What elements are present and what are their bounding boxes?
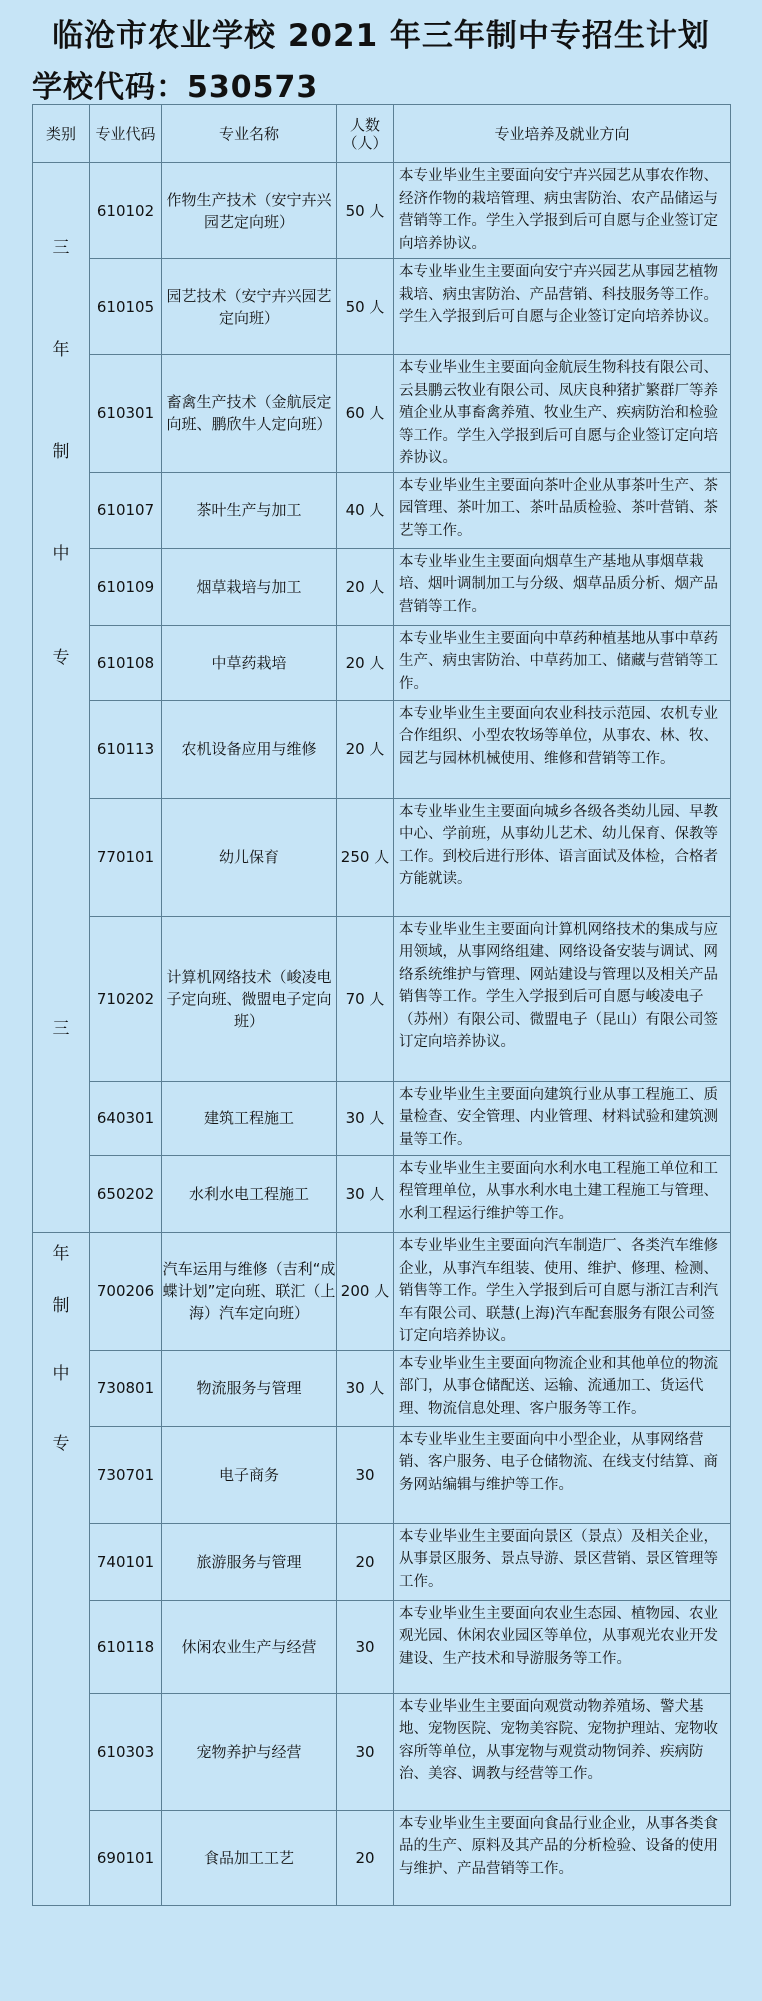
category-char: 中 bbox=[52, 544, 70, 564]
school-code: 学校代码：530573 bbox=[32, 70, 319, 105]
table-row bbox=[33, 472, 731, 548]
table-row bbox=[33, 163, 731, 259]
table-row bbox=[33, 355, 731, 473]
major-description: 本专业毕业生主要面向烟草生产基地从事烟草栽培、烟叶调制加工与分级、烟草品质分析、烟产品营销等工作。 bbox=[394, 548, 731, 625]
major-name: 烟草栽培与加工 bbox=[162, 548, 337, 625]
enrollment-count: 200 人 bbox=[337, 1233, 394, 1351]
header-category: 类别 bbox=[33, 105, 90, 163]
major-name: 园艺技术（安宁卉兴园艺定向班） bbox=[162, 259, 337, 355]
table-row bbox=[33, 1693, 731, 1810]
enrollment-count: 30 bbox=[337, 1693, 394, 1810]
enrollment-count: 70 人 bbox=[337, 916, 394, 1081]
category-char: 三 bbox=[52, 238, 70, 258]
major-code: 700206 bbox=[90, 1233, 162, 1351]
category-char: 专 bbox=[52, 648, 70, 668]
major-description: 本专业毕业生主要面向汽车制造厂、各类汽车维修企业，从事汽车组装、使用、维护、修理、检测、销售等工作。学生入学报到后可自愿与浙江吉利汽车有限公司、联慧(上海)汽车配套服务有限公司签订定向培养协议。 bbox=[394, 1233, 731, 1351]
major-description: 本专业毕业生主要面向物流企业和其他单位的物流部门，从事仓储配送、运输、流通加工、货运代理、物流信息处理、客户服务等工作。 bbox=[394, 1350, 731, 1426]
major-code: 610109 bbox=[90, 548, 162, 625]
major-code: 710202 bbox=[90, 916, 162, 1081]
major-name: 畜禽生产技术（金航辰定向班、鹏欣牛人定向班） bbox=[162, 355, 337, 473]
major-code: 610303 bbox=[90, 1693, 162, 1810]
major-description: 本专业毕业生主要面向水利水电工程施工单位和工程管理单位，从事水利水电土建工程施工与管理、水利工程运行维护等工作。 bbox=[394, 1155, 731, 1232]
enrollment-count: 30 人 bbox=[337, 1155, 394, 1232]
category-char: 年 bbox=[52, 340, 70, 360]
major-name: 农机设备应用与维修 bbox=[162, 700, 337, 798]
major-name: 休闲农业生产与经营 bbox=[162, 1600, 337, 1693]
table-row bbox=[33, 1350, 731, 1426]
major-name: 建筑工程施工 bbox=[162, 1081, 337, 1155]
major-code: 610301 bbox=[90, 355, 162, 473]
enrollment-count: 60 人 bbox=[337, 355, 394, 473]
major-code: 730701 bbox=[90, 1426, 162, 1523]
major-name: 汽车运用与维修（吉利“成蝶计划”定向班、联汇（上海）汽车定向班） bbox=[162, 1233, 337, 1351]
enrollment-count: 20 bbox=[337, 1523, 394, 1600]
major-description: 本专业毕业生主要面向景区（景点）及相关企业，从事景区服务、景点导游、景区营销、景区管理等工作。 bbox=[394, 1523, 731, 1600]
major-description: 本专业毕业生主要面向食品行业企业，从事各类食品的生产、原料及其产品的分析检验、设备的使用与维护、产品营销等工作。 bbox=[394, 1810, 731, 1905]
table-row bbox=[33, 1810, 731, 1905]
enrollment-count: 30 bbox=[337, 1600, 394, 1693]
major-description: 本专业毕业生主要面向茶叶企业从事茶叶生产、茶园管理、茶叶加工、茶叶品质检验、茶叶营销、茶艺等工作。 bbox=[394, 472, 731, 548]
enrollment-table bbox=[32, 104, 731, 1906]
enrollment-count: 30 人 bbox=[337, 1350, 394, 1426]
major-name: 茶叶生产与加工 bbox=[162, 472, 337, 548]
major-code: 610118 bbox=[90, 1600, 162, 1693]
major-code: 610105 bbox=[90, 259, 162, 355]
table-row bbox=[33, 1426, 731, 1523]
table-row bbox=[33, 1233, 731, 1351]
page-title: 临沧市农业学校 2021 年三年制中专招生计划 bbox=[52, 18, 710, 54]
major-description: 本专业毕业生主要面向安宁卉兴园艺从事园艺植物栽培、病虫害防治、产品营销、科技服务等工作。学生入学报到后可自愿与企业签订定向培养协议。 bbox=[394, 259, 731, 355]
category-cell-1 bbox=[33, 163, 90, 1233]
major-description: 本专业毕业生主要面向中小型企业，从事网络营销、客户服务、电子仓储物流、在线支付结算、商务网站编辑与维护等工作。 bbox=[394, 1426, 731, 1523]
category-cell-2 bbox=[33, 1233, 90, 1906]
header-code: 专业代码 bbox=[90, 105, 162, 163]
table-row bbox=[33, 259, 731, 355]
major-description: 本专业毕业生主要面向建筑行业从事工程施工、质量检查、安全管理、内业管理、材料试验和建筑测量等工作。 bbox=[394, 1081, 731, 1155]
table-row bbox=[33, 1523, 731, 1600]
enrollment-count: 30 人 bbox=[337, 1081, 394, 1155]
major-code: 740101 bbox=[90, 1523, 162, 1600]
major-name: 旅游服务与管理 bbox=[162, 1523, 337, 1600]
header-count: 人数（人） bbox=[337, 105, 394, 163]
enrollment-count: 250 人 bbox=[337, 798, 394, 916]
major-name: 计算机网络技术（峻凌电子定向班、微盟电子定向班） bbox=[162, 916, 337, 1081]
header-desc: 专业培养及就业方向 bbox=[394, 105, 731, 163]
major-code: 610102 bbox=[90, 163, 162, 259]
category-char: 三 bbox=[52, 1019, 70, 1039]
enrollment-count: 50 人 bbox=[337, 259, 394, 355]
table-row bbox=[33, 1155, 731, 1232]
table-row bbox=[33, 625, 731, 700]
major-code: 770101 bbox=[90, 798, 162, 916]
major-description: 本专业毕业生主要面向中草药种植基地从事中草药生产、病虫害防治、中草药加工、储藏与营销等工作。 bbox=[394, 625, 731, 700]
table-row bbox=[33, 798, 731, 916]
major-code: 610108 bbox=[90, 625, 162, 700]
enrollment-count: 20 bbox=[337, 1810, 394, 1905]
major-name: 电子商务 bbox=[162, 1426, 337, 1523]
major-name: 幼儿保育 bbox=[162, 798, 337, 916]
major-name: 中草药栽培 bbox=[162, 625, 337, 700]
major-name: 作物生产技术（安宁卉兴园艺定向班） bbox=[162, 163, 337, 259]
major-description: 本专业毕业生主要面向金航辰生物科技有限公司、云县鹏云牧业有限公司、凤庆良种猪扩繁群厂等养殖企业从事畜禽养殖、牧业生产、疾病防治和检验等工作。学生入学报到后可自愿与企业签订定向培养协议。 bbox=[394, 355, 731, 473]
table-row bbox=[33, 1600, 731, 1693]
major-description: 本专业毕业生主要面向农业科技示范园、农机专业合作组织、小型农牧场等单位，从事农、林、牧、园艺与园林机械使用、维修和营销等工作。 bbox=[394, 700, 731, 798]
major-code: 730801 bbox=[90, 1350, 162, 1426]
category-char: 制 bbox=[52, 1296, 70, 1316]
table-row bbox=[33, 1081, 731, 1155]
category-char: 制 bbox=[52, 442, 70, 462]
major-code: 640301 bbox=[90, 1081, 162, 1155]
major-description: 本专业毕业生主要面向观赏动物养殖场、警犬基地、宠物医院、宠物美容院、宠物护理站、宠物收容所等单位，从事宠物与观赏动物饲养、疾病防治、美容、调教与经营等工作。 bbox=[394, 1693, 731, 1810]
major-description: 本专业毕业生主要面向计算机网络技术的集成与应用领域，从事网络组建、网络设备安装与调试、网络系统维护与管理、网站建设与管理以及相关产品销售等工作。学生入学报到后可自愿与峻凌电子（苏州）有限公司、微盟电子（昆山）有限公司签订定向培养协议。 bbox=[394, 916, 731, 1081]
enrollment-count: 30 bbox=[337, 1426, 394, 1523]
enrollment-count: 20 人 bbox=[337, 625, 394, 700]
major-code: 650202 bbox=[90, 1155, 162, 1232]
enrollment-count: 50 人 bbox=[337, 163, 394, 259]
category-char: 中 bbox=[52, 1364, 70, 1384]
major-name: 物流服务与管理 bbox=[162, 1350, 337, 1426]
major-code: 610107 bbox=[90, 472, 162, 548]
category-char: 年 bbox=[52, 1244, 70, 1264]
major-name: 食品加工工艺 bbox=[162, 1810, 337, 1905]
category-char: 专 bbox=[52, 1434, 70, 1454]
enrollment-count: 20 人 bbox=[337, 700, 394, 798]
major-code: 690101 bbox=[90, 1810, 162, 1905]
major-name: 宠物养护与经营 bbox=[162, 1693, 337, 1810]
table-header-row bbox=[33, 105, 731, 163]
header-name: 专业名称 bbox=[162, 105, 337, 163]
enrollment-count: 40 人 bbox=[337, 472, 394, 548]
major-description: 本专业毕业生主要面向安宁卉兴园艺从事农作物、经济作物的栽培管理、病虫害防治、农产品储运与营销等工作。学生入学报到后可自愿与企业签订定向培养协议。 bbox=[394, 163, 731, 259]
table-row bbox=[33, 548, 731, 625]
major-name: 水利水电工程施工 bbox=[162, 1155, 337, 1232]
major-code: 610113 bbox=[90, 700, 162, 798]
enrollment-count: 20 人 bbox=[337, 548, 394, 625]
major-description: 本专业毕业生主要面向农业生态园、植物园、农业观光园、休闲农业园区等单位，从事观光农业开发建设、生产技术和导游服务等工作。 bbox=[394, 1600, 731, 1693]
major-description: 本专业毕业生主要面向城乡各级各类幼儿园、早教中心、学前班，从事幼儿艺术、幼儿保育、保教等工作。到校后进行形体、语言面试及体检，合格者方能就读。 bbox=[394, 798, 731, 916]
table-row bbox=[33, 700, 731, 798]
table-row bbox=[33, 916, 731, 1081]
